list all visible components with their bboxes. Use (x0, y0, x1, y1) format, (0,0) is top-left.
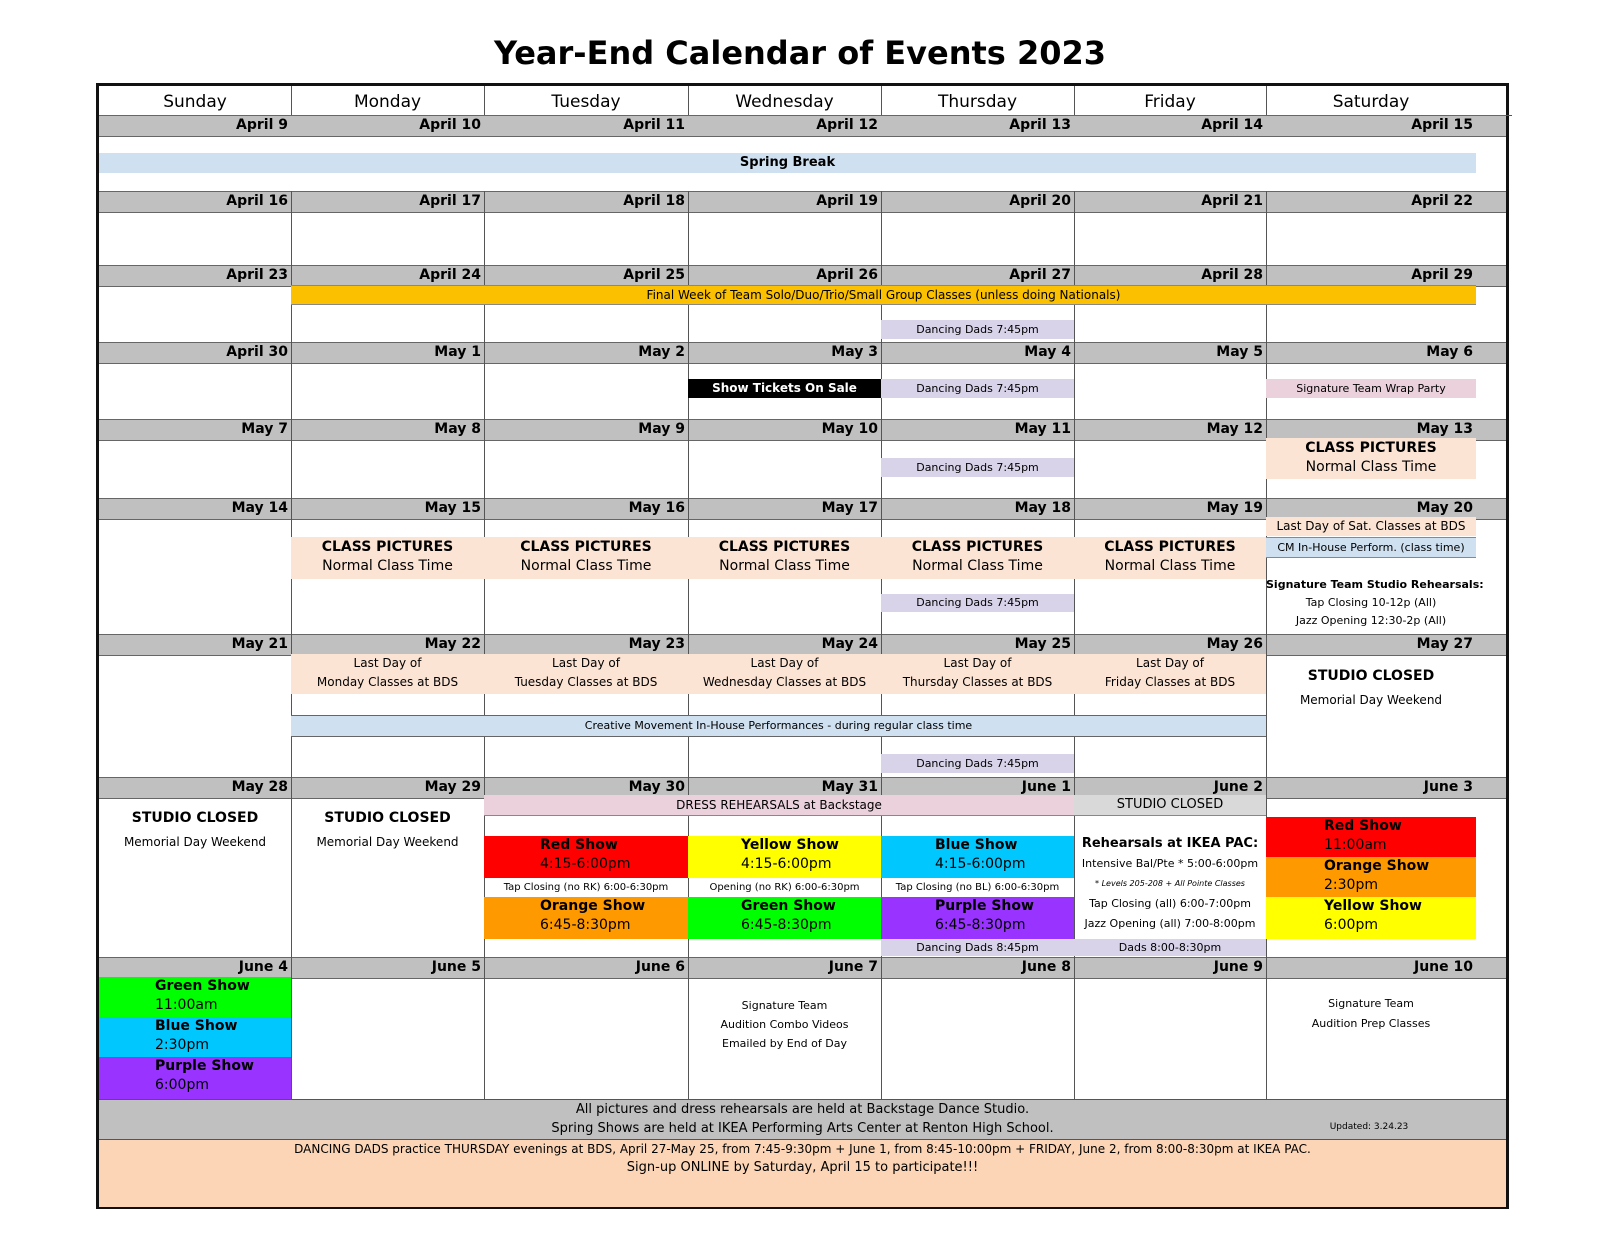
date-label: April 14 (1201, 117, 1263, 133)
signature-rehearsals (1266, 576, 1484, 632)
day-name-wednesday: Wednesday (735, 92, 834, 112)
show-time: 6:45-8:30pm (935, 917, 1026, 933)
memorial-day-label: Memorial Day Weekend (123, 835, 267, 849)
date-label: April 12 (816, 117, 878, 133)
show-title: Purple Show (155, 1058, 254, 1074)
last-day-thursday (881, 654, 1074, 694)
last-day-wednesday (688, 654, 881, 694)
last-day-of: Last Day of (353, 656, 422, 670)
last-day-of: Last Day of (750, 656, 819, 670)
date-label: May 18 (1014, 500, 1071, 516)
sig-line-2: Audition Prep Classes (1311, 1017, 1431, 1030)
cm-in-house-badge: CM In-House Perform. (class time) (1266, 537, 1476, 558)
date-label: June 5 (431, 959, 481, 975)
class-pictures-tuesday (484, 537, 688, 579)
date-label: May 31 (821, 779, 878, 795)
normal-class-time: Normal Class Time (719, 558, 850, 574)
last-day-tuesday (484, 654, 688, 694)
column-divider (484, 86, 485, 115)
sig-line-1: Signature Team (741, 999, 828, 1012)
class-pictures-title: CLASS PICTURES (718, 539, 851, 555)
dress-rehearsals-banner: DRESS REHEARSALS at Backstage (484, 795, 1074, 816)
column-divider (1266, 86, 1267, 115)
date-label: May 3 (831, 344, 878, 360)
last-day-classes: Wednesday Classes at BDS (702, 675, 867, 689)
dancing-dads-may18: Dancing Dads 7:45pm (881, 594, 1074, 612)
date-label: April 29 (1411, 267, 1473, 283)
date-label: May 13 (1416, 421, 1473, 437)
day-name-sunday: Sunday (163, 92, 227, 112)
date-label: May 4 (1024, 344, 1071, 360)
purple-show-thu (881, 897, 1074, 939)
red-show-sat (1266, 817, 1476, 857)
green-show-sun (99, 977, 291, 1017)
class-pictures-may13 (1266, 438, 1476, 479)
memorial-day-label: Memorial Day Weekend (1299, 693, 1443, 707)
date-label: June 8 (1021, 959, 1071, 975)
date-label: June 3 (1423, 779, 1473, 795)
dads-line-2: Sign-up ONLINE by Saturday, April 15 to participate!!! (626, 1160, 979, 1175)
normal-class-time: Normal Class Time (1305, 459, 1437, 475)
date-label: May 22 (424, 636, 481, 652)
class-pictures-title: CLASS PICTURES (1305, 440, 1437, 456)
footer-line-2: Spring Shows are held at IKEA Performing Arts Center at Renton High School. (551, 1121, 1054, 1136)
date-label: April 10 (419, 117, 481, 133)
show-time: 6:45-8:30pm (540, 917, 631, 933)
show-title: Orange Show (540, 898, 646, 914)
date-label: May 16 (628, 500, 685, 516)
date-label: April 13 (1009, 117, 1071, 133)
studio-closed-title: STUDIO CLOSED (1307, 668, 1435, 684)
normal-class-time: Normal Class Time (912, 558, 1043, 574)
orange-show-sat (1266, 857, 1476, 897)
day-name-thursday: Thursday (937, 92, 1018, 112)
class-pictures-thursday (881, 537, 1074, 579)
intensive-label: Intensive Bal/Pte * 5:00-6:00pm (1081, 857, 1259, 870)
date-label: April 21 (1201, 193, 1263, 209)
date-label: May 8 (434, 421, 481, 437)
dancing-dads-jun1: Dancing Dads 8:45pm (881, 939, 1074, 956)
date-label: May 24 (821, 636, 878, 652)
footer-line-1: All pictures and dress rehearsals are held at Backstage Dance Studio. (575, 1102, 1030, 1117)
normal-class-time: Normal Class Time (322, 558, 453, 574)
date-label: April 15 (1411, 117, 1473, 133)
date-label: April 18 (623, 193, 685, 209)
date-label: April 22 (1411, 193, 1473, 209)
column-divider (1074, 86, 1075, 115)
class-pictures-title: CLASS PICTURES (1104, 539, 1236, 555)
date-label: June 6 (635, 959, 685, 975)
page-title: Year-End Calendar of Events 2023 (493, 34, 1107, 72)
ikea-title: Rehearsals at IKEA PAC: (1081, 836, 1259, 851)
date-label: May 26 (1206, 636, 1263, 652)
opening-wed: Opening (no RK) 6:00-6:30pm (709, 882, 860, 893)
studio-closed-may28 (99, 808, 291, 858)
show-time: 6:45-8:30pm (741, 917, 832, 933)
column-divider (688, 86, 689, 115)
date-label: May 17 (821, 500, 878, 516)
sig-line-2: Audition Combo Videos (720, 1018, 849, 1031)
show-time: 2:30pm (1324, 877, 1378, 893)
date-label: June 1 (1021, 779, 1071, 795)
last-day-of: Last Day of (1136, 656, 1204, 670)
day-name-friday: Friday (1144, 92, 1196, 112)
class-pictures-title: CLASS PICTURES (520, 539, 652, 555)
calendar-grid (99, 86, 1506, 1206)
date-label: April 24 (419, 267, 481, 283)
updated-label: Updated: 3.24.23 (1329, 1122, 1409, 1132)
dads-line-1: DANCING DADS practice THURSDAY evenings at BDS, April 27-May 25, from 7:45-9:30pm + June 1, from 8:45-10:00pm + FRIDAY, June 2, from 8:00-8:30pm at IKEA PAC. (294, 1142, 1311, 1156)
date-label: May 14 (231, 500, 288, 516)
date-label: April 23 (226, 267, 288, 283)
date-label: May 19 (1206, 500, 1263, 516)
footer-locations (99, 1099, 1506, 1140)
date-label: April 9 (236, 117, 288, 133)
show-title: Blue Show (935, 837, 1018, 853)
levels-note: * Levels 205-208 + All Pointe Classes (1095, 879, 1245, 888)
calendar (96, 83, 1509, 1209)
day-name-tuesday: Tuesday (551, 92, 621, 112)
show-title: Yellow Show (1324, 898, 1422, 914)
date-label: May 5 (1216, 344, 1263, 360)
date-label: April 16 (226, 193, 288, 209)
sig-line-1: Signature Team (1328, 997, 1414, 1010)
date-label: May 23 (628, 636, 685, 652)
show-title: Orange Show (1324, 858, 1430, 874)
date-label: May 29 (424, 779, 481, 795)
sig-rehearsals-title: Signature Team Studio Rehearsals: (1266, 578, 1484, 591)
last-day-classes: Thursday Classes at BDS (902, 675, 1053, 689)
red-show-tue (484, 836, 688, 878)
column-divider (1074, 191, 1075, 1099)
blue-show-thu (881, 836, 1074, 878)
column-divider (688, 191, 689, 1099)
date-label: May 7 (241, 421, 288, 437)
show-time: 11:00am (155, 997, 218, 1013)
date-label: May 6 (1426, 344, 1473, 360)
studio-closed-title: STUDIO CLOSED (131, 810, 259, 826)
tap-closing-sat: Tap Closing 10-12p (All) (1305, 596, 1437, 609)
blue-show-sun (99, 1017, 291, 1057)
yellow-show-sat (1266, 897, 1476, 939)
show-time: 11:00am (1324, 837, 1387, 853)
signature-audition-videos (688, 996, 881, 1056)
memorial-day-label: Memorial Day Weekend (316, 835, 459, 849)
date-label: May 20 (1416, 500, 1473, 516)
last-day-of: Last Day of (943, 656, 1012, 670)
ikea-rehearsals-fri (1074, 834, 1266, 939)
class-pictures-title: CLASS PICTURES (911, 539, 1044, 555)
show-title: Green Show (155, 978, 250, 994)
date-label: April 30 (226, 344, 288, 360)
date-label: June 2 (1213, 779, 1263, 795)
date-label: June 9 (1213, 959, 1263, 975)
show-time: 4:15-6:00pm (741, 856, 832, 872)
spring-break-banner: Spring Break (99, 153, 1476, 173)
signature-audition-prep (1266, 994, 1476, 1034)
dancing-dads-may25: Dancing Dads 7:45pm (881, 754, 1074, 773)
tap-closing-fri: Tap Closing (all) 6:00-7:00pm (1089, 897, 1251, 910)
date-label: May 27 (1416, 636, 1473, 652)
date-label: June 10 (1414, 959, 1473, 975)
date-label: April 11 (623, 117, 685, 133)
date-label: April 28 (1201, 267, 1263, 283)
date-label: April 25 (623, 267, 685, 283)
show-time: 6:00pm (155, 1077, 209, 1093)
orange-show-tue (484, 897, 688, 939)
last-day-classes: Friday Classes at BDS (1104, 675, 1236, 689)
purple-show-sun (99, 1057, 291, 1099)
class-pictures-monday (291, 537, 484, 579)
last-day-classes: Monday Classes at BDS (316, 675, 459, 689)
show-title: Yellow Show (741, 837, 839, 853)
studio-closed-jun2: STUDIO CLOSED (1074, 795, 1266, 816)
column-divider (484, 191, 485, 1099)
date-label: May 9 (638, 421, 685, 437)
date-label: April 19 (816, 193, 878, 209)
show-time: 4:15-6:00pm (935, 856, 1026, 872)
sig-line-3: Emailed by End of Day (722, 1037, 847, 1050)
show-title: Blue Show (155, 1018, 238, 1034)
show-title: Red Show (1324, 818, 1402, 834)
date-label: April 20 (1009, 193, 1071, 209)
column-divider (1266, 191, 1267, 1099)
class-pictures-friday (1074, 537, 1266, 579)
tap-closing-thu: Tap Closing (no BL) 6:00-6:30pm (895, 882, 1060, 893)
dads-fri: Dads 8:00-8:30pm (1074, 939, 1266, 956)
show-time: 4:15-6:00pm (540, 856, 631, 872)
last-day-of: Last Day of (552, 656, 620, 670)
day-name-saturday: Saturday (1332, 92, 1410, 112)
dancing-dads-may11: Dancing Dads 7:45pm (881, 458, 1074, 477)
date-label: May 25 (1014, 636, 1071, 652)
normal-class-time: Normal Class Time (1104, 558, 1236, 574)
tap-closing-tue: Tap Closing (no RK) 6:00-6:30pm (503, 882, 669, 893)
date-label: May 15 (424, 500, 481, 516)
date-label: April 26 (816, 267, 878, 283)
date-label: May 21 (231, 636, 288, 652)
column-divider (291, 191, 292, 1099)
footer-dancing-dads (99, 1139, 1506, 1207)
last-day-friday (1074, 654, 1266, 694)
studio-closed-may27 (1266, 666, 1476, 716)
date-label: May 12 (1206, 421, 1263, 437)
wrap-party-badge: Signature Team Wrap Party (1266, 379, 1476, 398)
class-pictures-title: CLASS PICTURES (321, 539, 454, 555)
date-label: May 10 (821, 421, 878, 437)
cm-performances-banner: Creative Movement In-House Performances - during regular class time (291, 715, 1266, 737)
jazz-opening-fri: Jazz Opening (all) 7:00-8:00pm (1084, 917, 1256, 930)
studio-closed-title: STUDIO CLOSED (324, 810, 451, 826)
green-show-wed (688, 897, 881, 939)
show-time: 2:30pm (155, 1037, 209, 1053)
jazz-opening-sat: Jazz Opening 12:30-2p (All) (1295, 614, 1447, 627)
yellow-show-wed (688, 836, 881, 878)
column-divider (291, 86, 292, 115)
date-label: May 28 (231, 779, 288, 795)
date-label: May 2 (638, 344, 685, 360)
date-label: June 4 (238, 959, 288, 975)
date-label: May 30 (628, 779, 685, 795)
date-label: May 11 (1014, 421, 1071, 437)
show-title: Purple Show (935, 898, 1034, 914)
day-name-monday: Monday (353, 92, 422, 112)
last-day-classes: Tuesday Classes at BDS (514, 675, 658, 689)
dancing-dads-apr27: Dancing Dads 7:45pm (881, 320, 1074, 339)
normal-class-time: Normal Class Time (520, 558, 652, 574)
date-label: April 27 (1009, 267, 1071, 283)
date-label: April 17 (419, 193, 481, 209)
show-time: 6:00pm (1324, 917, 1378, 933)
date-label: May 1 (434, 344, 481, 360)
column-divider (881, 86, 882, 115)
date-label: June 7 (828, 959, 878, 975)
dancing-dads-may4: Dancing Dads 7:45pm (881, 379, 1074, 398)
last-day-sat-badge: Last Day of Sat. Classes at BDS (1266, 517, 1476, 536)
last-day-monday (291, 654, 484, 694)
show-title: Red Show (540, 837, 618, 853)
class-pictures-wednesday (688, 537, 881, 579)
studio-closed-may29 (291, 808, 484, 858)
show-title: Green Show (741, 898, 836, 914)
final-week-banner: Final Week of Team Solo/Duo/Trio/Small Group Classes (unless doing Nationals) (291, 285, 1476, 305)
show-tickets-badge: Show Tickets On Sale (688, 379, 881, 398)
